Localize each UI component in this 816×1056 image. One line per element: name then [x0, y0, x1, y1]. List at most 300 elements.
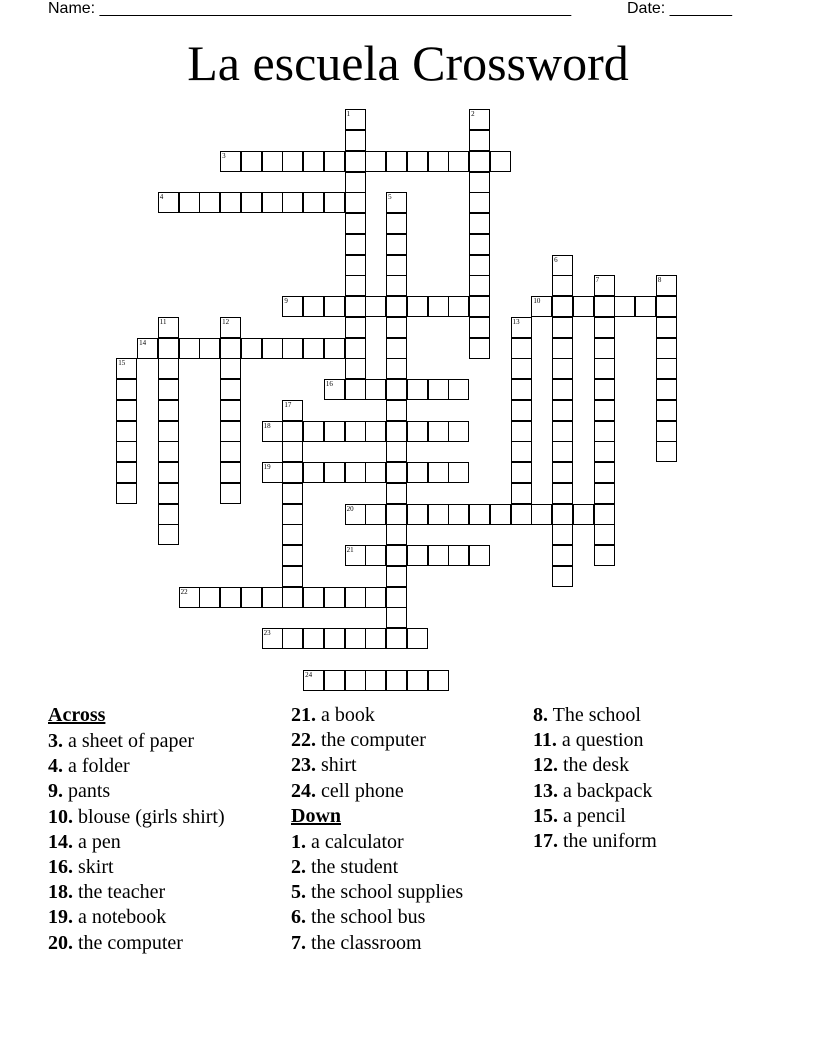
grid-cell[interactable] [282, 628, 303, 649]
date-line[interactable]: Date: _______ [627, 0, 732, 17]
clue-across-22 [291, 728, 463, 753]
clue-number-label: 6 [554, 255, 558, 264]
grid-cell[interactable] [386, 504, 407, 525]
grid-cell[interactable] [262, 338, 283, 359]
grid-cell[interactable] [407, 151, 428, 172]
clue-number-label: 24 [305, 670, 313, 679]
grid-cell[interactable] [428, 421, 449, 442]
grid-cell[interactable] [345, 296, 366, 317]
grid-cell[interactable] [282, 587, 303, 608]
grid-cell[interactable] [511, 358, 532, 379]
grid-cell[interactable] [220, 421, 241, 442]
clue-text: the desk [563, 754, 630, 777]
grid-cell[interactable] [282, 338, 303, 359]
clue-number: 4. [48, 755, 63, 778]
grid-cell[interactable] [282, 192, 303, 213]
grid-cell[interactable] [656, 400, 677, 421]
grid-cell[interactable] [552, 483, 573, 504]
grid-cell[interactable] [386, 524, 407, 545]
grid-cell[interactable] [241, 151, 262, 172]
grid-cell[interactable] [282, 524, 303, 545]
grid-cell[interactable] [345, 545, 366, 566]
clue-across-9 [48, 779, 225, 804]
grid-cell[interactable] [365, 504, 386, 525]
grid-cell[interactable] [552, 317, 573, 338]
grid-cell[interactable] [594, 483, 615, 504]
grid-cell[interactable] [324, 421, 345, 442]
grid-cell[interactable] [220, 358, 241, 379]
clue-text: pants [68, 780, 111, 803]
grid-cell[interactable] [345, 275, 366, 296]
clue-across-20 [48, 931, 225, 956]
grid-cell[interactable] [116, 379, 137, 400]
grid-cell[interactable] [303, 296, 324, 317]
grid-cell[interactable] [552, 545, 573, 566]
clue-text: skirt [78, 855, 114, 878]
grid-cell[interactable] [282, 296, 303, 317]
grid-cell[interactable] [158, 524, 179, 545]
grid-cell[interactable] [365, 151, 386, 172]
grid-cell[interactable] [345, 213, 366, 234]
grid-cell[interactable] [428, 670, 449, 691]
clue-number-label: 2 [471, 110, 475, 119]
grid-cell[interactable] [428, 151, 449, 172]
grid-cell[interactable] [552, 358, 573, 379]
grid-cell[interactable] [220, 400, 241, 421]
grid-cell[interactable] [386, 338, 407, 359]
grid-cell[interactable] [511, 400, 532, 421]
grid-cell[interactable] [365, 670, 386, 691]
grid-cell[interactable] [407, 545, 428, 566]
grid-cell[interactable] [511, 338, 532, 359]
clue-text: the student [311, 855, 399, 878]
grid-cell[interactable] [345, 587, 366, 608]
grid-cell[interactable] [158, 504, 179, 525]
grid-cell[interactable] [158, 483, 179, 504]
grid-cell[interactable] [303, 192, 324, 213]
grid-cell[interactable] [179, 192, 200, 213]
grid-cell[interactable] [386, 441, 407, 462]
grid-cell[interactable] [448, 462, 469, 483]
grid-cell[interactable] [594, 358, 615, 379]
clue-text: the teacher [78, 881, 166, 904]
grid-cell[interactable] [469, 275, 490, 296]
clue-across-14 [48, 830, 225, 855]
clue-number: 24. [291, 779, 316, 802]
grid-cell[interactable] [179, 338, 200, 359]
grid-cell[interactable] [386, 566, 407, 587]
grid-cell[interactable] [552, 338, 573, 359]
grid-cell[interactable] [220, 441, 241, 462]
grid-cell[interactable] [511, 504, 532, 525]
grid-cell[interactable] [469, 255, 490, 276]
grid-cell[interactable] [158, 192, 179, 213]
grid-cell[interactable] [303, 587, 324, 608]
grid-cell[interactable] [116, 462, 137, 483]
grid-cell[interactable] [303, 338, 324, 359]
grid-cell[interactable] [324, 628, 345, 649]
grid-cell[interactable] [407, 296, 428, 317]
grid-cell[interactable] [324, 587, 345, 608]
grid-cell[interactable] [469, 109, 490, 130]
grid-cell[interactable] [469, 192, 490, 213]
name-line[interactable]: Name: _____________________________________________________ [48, 0, 572, 17]
grid-cell[interactable] [594, 379, 615, 400]
grid-cell[interactable] [386, 296, 407, 317]
grid-cell[interactable] [386, 234, 407, 255]
grid-cell[interactable] [262, 421, 283, 442]
grid-cell[interactable] [552, 275, 573, 296]
grid-cell[interactable] [386, 358, 407, 379]
clue-number-label: 23 [263, 629, 271, 637]
grid-cell[interactable] [220, 192, 241, 213]
clue-number: 7. [291, 931, 306, 954]
grid-cell[interactable] [552, 296, 573, 317]
clue-text: a book [321, 704, 375, 726]
grid-cell[interactable] [594, 462, 615, 483]
grid-cell[interactable] [345, 462, 366, 483]
grid-cell[interactable] [179, 587, 200, 608]
grid-cell[interactable] [386, 192, 407, 213]
grid-cell[interactable] [282, 545, 303, 566]
grid-cell[interactable] [365, 545, 386, 566]
grid-cell[interactable] [345, 172, 366, 193]
grid-cell[interactable] [158, 421, 179, 442]
grid-cell[interactable] [386, 151, 407, 172]
grid-cell[interactable] [282, 421, 303, 442]
grid-cell[interactable] [262, 587, 283, 608]
grid-cell[interactable] [282, 483, 303, 504]
grid-cell[interactable] [158, 400, 179, 421]
grid-cell[interactable] [594, 296, 615, 317]
grid-cell[interactable] [345, 421, 366, 442]
grid-cell[interactable] [303, 628, 324, 649]
grid-cell[interactable] [531, 296, 552, 317]
grid-cell[interactable] [469, 151, 490, 172]
grid-cell[interactable] [407, 628, 428, 649]
clue-number: 11. [533, 729, 557, 752]
clue-number-label: 19 [263, 463, 271, 472]
grid-cell[interactable] [552, 504, 573, 525]
grid-cell[interactable] [220, 338, 241, 359]
grid-cell[interactable] [552, 462, 573, 483]
grid-cell[interactable] [511, 421, 532, 442]
clues-column-2 [291, 703, 463, 956]
clue-number: 1. [291, 830, 306, 853]
grid-cell[interactable] [241, 338, 262, 359]
clue-number-label: 21 [346, 546, 354, 554]
grid-cell[interactable] [428, 379, 449, 400]
clue-number: 9. [48, 780, 63, 803]
grid-cell[interactable] [345, 255, 366, 276]
grid-cell[interactable] [386, 483, 407, 504]
clue-text: the computer [321, 729, 426, 752]
grid-cell[interactable] [573, 296, 594, 317]
grid-cell[interactable] [594, 524, 615, 545]
grid-cell[interactable] [407, 504, 428, 525]
clue-number-label: 7 [595, 276, 600, 285]
grid-cell[interactable] [490, 151, 511, 172]
clue-text: blouse (girls shirt) [78, 805, 225, 828]
grid-cell[interactable] [511, 441, 532, 462]
grid-cell[interactable] [365, 462, 386, 483]
grid-cell[interactable] [282, 566, 303, 587]
clue-text: the school bus [311, 906, 426, 929]
grid-cell[interactable] [614, 296, 635, 317]
grid-cell[interactable] [552, 255, 573, 276]
clue-across-21 [291, 703, 463, 728]
grid-cell[interactable] [531, 504, 552, 525]
grid-cell[interactable] [116, 358, 137, 379]
grid-cell[interactable] [262, 192, 283, 213]
grid-cell[interactable] [386, 317, 407, 338]
grid-cell[interactable] [448, 151, 469, 172]
grid-cell[interactable] [324, 151, 345, 172]
grid-cell[interactable] [365, 628, 386, 649]
clue-number-label: 5 [388, 193, 392, 202]
grid-cell[interactable] [552, 566, 573, 587]
grid-cell[interactable] [282, 151, 303, 172]
grid-cell[interactable] [282, 441, 303, 462]
grid-cell[interactable] [345, 379, 366, 400]
grid-cell[interactable] [324, 192, 345, 213]
clue-across-24 [291, 779, 463, 804]
grid-cell[interactable] [407, 670, 428, 691]
grid-cell[interactable] [116, 400, 137, 421]
grid-cell[interactable] [262, 151, 283, 172]
grid-cell[interactable] [158, 317, 179, 338]
clue-text: a sheet of paper [68, 730, 195, 752]
grid-cell[interactable] [386, 545, 407, 566]
grid-cell[interactable] [345, 130, 366, 151]
across-heading: Across [48, 704, 106, 726]
clue-text: a calculator [311, 830, 404, 853]
clue-number-label: 17 [284, 400, 292, 409]
clue-number-label: 12 [222, 317, 230, 326]
clue-number: 14. [48, 830, 73, 853]
grid-cell[interactable] [490, 504, 511, 525]
grid-cell[interactable] [469, 296, 490, 317]
grid-cell[interactable] [511, 483, 532, 504]
grid-cell[interactable] [345, 504, 366, 525]
grid-cell[interactable] [386, 275, 407, 296]
grid-cell[interactable] [552, 524, 573, 545]
grid-cell[interactable] [324, 670, 345, 691]
clue-across-4 [48, 754, 225, 779]
grid-cell[interactable] [469, 317, 490, 338]
grid-cell[interactable] [594, 400, 615, 421]
grid-cell[interactable] [448, 379, 469, 400]
grid-cell[interactable] [220, 151, 241, 172]
grid-cell[interactable] [656, 421, 677, 442]
grid-cell[interactable] [448, 545, 469, 566]
grid-cell[interactable] [137, 338, 158, 359]
clue-text: a backpack [563, 779, 653, 802]
grid-cell[interactable] [345, 338, 366, 359]
grid-cell[interactable] [386, 379, 407, 400]
grid-cell[interactable] [303, 670, 324, 691]
grid-cell[interactable] [552, 421, 573, 442]
grid-cell[interactable] [469, 172, 490, 193]
grid-cell[interactable] [220, 379, 241, 400]
grid-cell[interactable] [241, 587, 262, 608]
clue-text: the school supplies [311, 881, 464, 904]
grid-cell[interactable] [656, 338, 677, 359]
grid-cell[interactable] [552, 441, 573, 462]
grid-cell[interactable] [656, 358, 677, 379]
grid-cell[interactable] [262, 628, 283, 649]
grid-cell[interactable] [635, 296, 656, 317]
grid-cell[interactable] [158, 441, 179, 462]
grid-cell[interactable] [469, 545, 490, 566]
clue-text: the uniform [563, 829, 657, 852]
grid-cell[interactable] [345, 317, 366, 338]
grid-cell[interactable] [303, 462, 324, 483]
grid-cell[interactable] [158, 358, 179, 379]
clue-text: the classroom [311, 931, 422, 954]
grid-cell[interactable] [469, 338, 490, 359]
clue-number-label: 4 [159, 193, 164, 202]
clue-number-label: 1 [346, 110, 351, 119]
grid-cell[interactable] [303, 421, 324, 442]
grid-cell[interactable] [428, 462, 449, 483]
grid-cell[interactable] [594, 545, 615, 566]
clue-across-10 [48, 805, 225, 830]
clues-column-1 [48, 703, 225, 956]
grid-cell[interactable] [220, 587, 241, 608]
grid-cell[interactable] [448, 421, 469, 442]
grid-cell[interactable] [594, 421, 615, 442]
grid-cell[interactable] [345, 151, 366, 172]
grid-cell[interactable] [345, 192, 366, 213]
grid-cell[interactable] [448, 296, 469, 317]
clue-number-label: 14 [139, 338, 147, 347]
grid-cell[interactable] [386, 255, 407, 276]
grid-cell[interactable] [594, 275, 615, 296]
grid-cell[interactable] [199, 192, 220, 213]
grid-cell[interactable] [199, 587, 220, 608]
grid-cell[interactable] [365, 296, 386, 317]
grid-cell[interactable] [345, 234, 366, 255]
grid-cell[interactable] [220, 317, 241, 338]
grid-cell[interactable] [656, 317, 677, 338]
grid-cell[interactable] [324, 338, 345, 359]
grid-cell[interactable] [282, 504, 303, 525]
grid-cell[interactable] [282, 462, 303, 483]
clue-text: shirt [321, 754, 357, 777]
clue-across-16 [48, 855, 225, 880]
grid-cell[interactable] [594, 338, 615, 359]
clue-number-label: 10 [533, 297, 541, 306]
clue-down-8 [533, 703, 657, 728]
grid-cell[interactable] [386, 587, 407, 608]
grid-cell[interactable] [303, 151, 324, 172]
grid-cell[interactable] [345, 358, 366, 379]
grid-cell[interactable] [345, 109, 366, 130]
grid-cell[interactable] [345, 628, 366, 649]
grid-cell[interactable] [594, 441, 615, 462]
grid-cell[interactable] [552, 400, 573, 421]
clue-down-6 [291, 905, 463, 930]
grid-cell[interactable] [324, 379, 345, 400]
clue-down-13 [533, 779, 657, 804]
grid-cell[interactable] [407, 421, 428, 442]
grid-cell[interactable] [262, 462, 283, 483]
clue-number: 20. [48, 931, 73, 954]
grid-cell[interactable] [656, 275, 677, 296]
grid-cell[interactable] [386, 670, 407, 691]
clue-across-19 [48, 905, 225, 930]
grid-cell[interactable] [552, 379, 573, 400]
grid-cell[interactable] [656, 441, 677, 462]
clue-down-17 [533, 829, 657, 854]
clue-number: 21. [291, 704, 316, 726]
clue-text: a pen [78, 830, 121, 853]
grid-cell[interactable] [158, 379, 179, 400]
grid-cell[interactable] [511, 379, 532, 400]
clue-down-12 [533, 753, 657, 778]
grid-cell[interactable] [656, 296, 677, 317]
grid-cell[interactable] [428, 296, 449, 317]
grid-cell[interactable] [386, 462, 407, 483]
clue-number: 10. [48, 805, 73, 828]
grid-cell[interactable] [241, 192, 262, 213]
grid-cell[interactable] [386, 213, 407, 234]
grid-cell[interactable] [386, 628, 407, 649]
clue-number: 2. [291, 855, 306, 878]
grid-cell[interactable] [511, 317, 532, 338]
grid-cell[interactable] [656, 379, 677, 400]
grid-cell[interactable] [428, 545, 449, 566]
grid-cell[interactable] [324, 462, 345, 483]
grid-cell[interactable] [116, 421, 137, 442]
grid-cell[interactable] [199, 338, 220, 359]
grid-cell[interactable] [365, 421, 386, 442]
grid-cell[interactable] [511, 462, 532, 483]
grid-cell[interactable] [594, 317, 615, 338]
grid-cell[interactable] [365, 587, 386, 608]
grid-cell[interactable] [220, 483, 241, 504]
clue-across-18 [48, 880, 225, 905]
grid-cell[interactable] [428, 504, 449, 525]
grid-cell[interactable] [407, 462, 428, 483]
grid-cell[interactable] [386, 421, 407, 442]
grid-cell[interactable] [469, 504, 490, 525]
clue-number-label: 15 [118, 359, 126, 368]
grid-cell[interactable] [158, 338, 179, 359]
grid-cell[interactable] [158, 462, 179, 483]
grid-cell[interactable] [282, 400, 303, 421]
grid-cell[interactable] [220, 462, 241, 483]
clue-number: 8. [533, 704, 548, 726]
grid-cell[interactable] [407, 379, 428, 400]
grid-cell[interactable] [116, 483, 137, 504]
grid-cell[interactable] [469, 213, 490, 234]
grid-cell[interactable] [365, 379, 386, 400]
grid-cell[interactable] [386, 400, 407, 421]
clue-down-2 [291, 855, 463, 880]
grid-cell[interactable] [594, 504, 615, 525]
grid-cell[interactable] [116, 441, 137, 462]
grid-cell[interactable] [386, 607, 407, 628]
clue-text: a pencil [563, 804, 626, 827]
grid-cell[interactable] [345, 670, 366, 691]
grid-cell[interactable] [448, 504, 469, 525]
grid-cell[interactable] [573, 504, 594, 525]
grid-cell[interactable] [469, 234, 490, 255]
grid-cell[interactable] [324, 296, 345, 317]
grid-cell[interactable] [469, 130, 490, 151]
